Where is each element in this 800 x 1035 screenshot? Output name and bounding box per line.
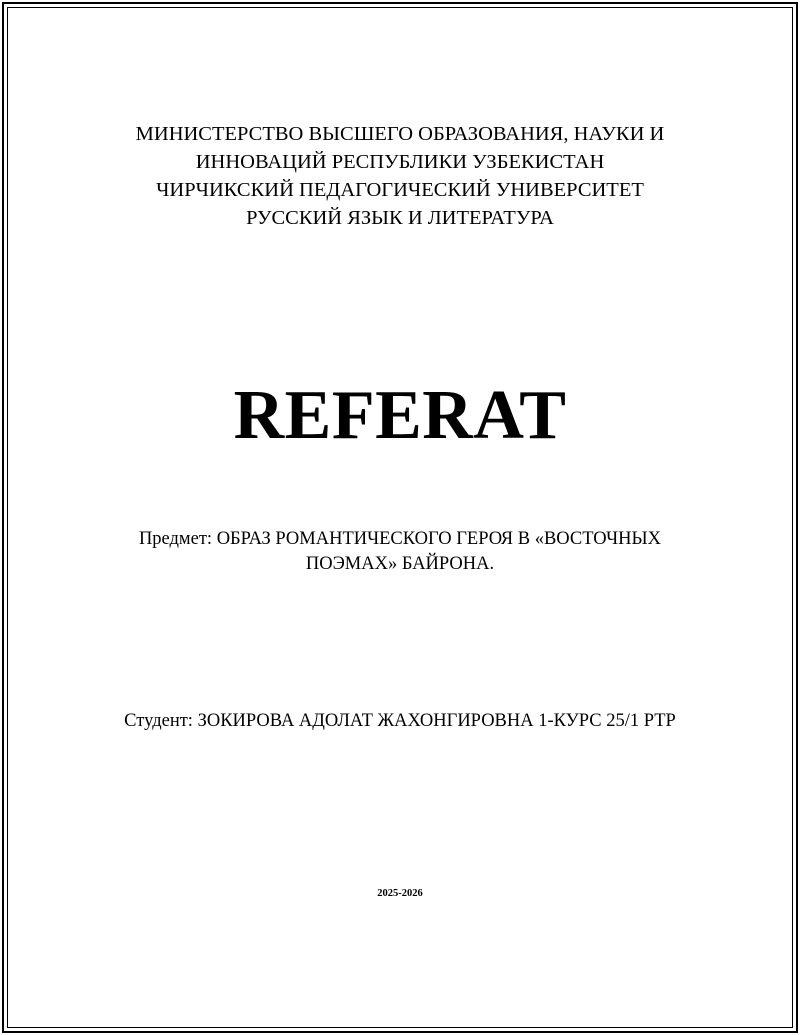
header-line: РУССКИЙ ЯЗЫК И ЛИТЕРАТУРА xyxy=(246,207,554,229)
subject-line: ПОЭМАХ» БАЙРОНА. xyxy=(305,554,495,574)
student-info: Студент: ЗОКИРОВА АДОЛАТ ЖАХОНГИРОВНА 1-КУРС 25/1 РТР xyxy=(124,711,676,731)
institution-header xyxy=(0,120,800,232)
document-title: REFERAT xyxy=(233,377,567,454)
subject-block xyxy=(0,527,800,577)
subject-line: Предмет: ОБРАЗ РОМАНТИЧЕСКОГО ГЕРОЯ В «ВОСТОЧНЫХ xyxy=(138,529,662,549)
header-line: ЧИРЧИКСКИЙ ПЕДАГОГИЧЕСКИЙ УНИВЕРСИТЕТ xyxy=(156,179,644,201)
academic-year: 2025-2026 xyxy=(377,888,423,899)
header-line: МИНИСТЕРСТВО ВЫСШЕГО ОБРАЗОВАНИЯ, НАУКИ И xyxy=(135,123,665,145)
header-line: ИННОВАЦИЙ РЕСПУБЛИКИ УЗБЕКИСТАН xyxy=(195,151,605,173)
